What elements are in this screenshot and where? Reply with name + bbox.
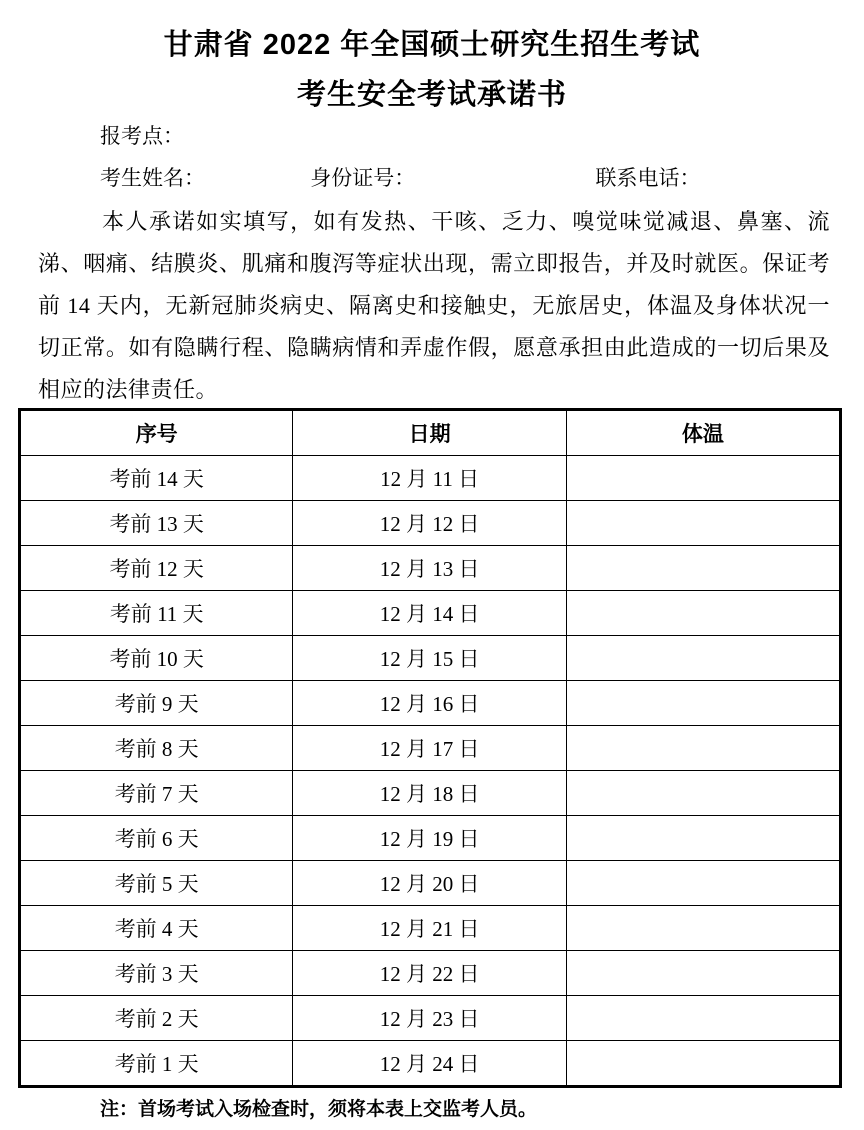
table-row xyxy=(20,501,841,546)
seq-cell: 考前 13 天 xyxy=(20,501,293,546)
table-row xyxy=(20,996,841,1041)
date-cell: 12 月 18 日 xyxy=(293,771,566,816)
table-row xyxy=(20,636,841,681)
id-number-label: 身份证号： xyxy=(310,166,416,190)
seq-cell: 考前 7 天 xyxy=(20,771,293,816)
seq-cell: 考前 3 天 xyxy=(20,951,293,996)
table-row xyxy=(20,681,841,726)
registration-point-label: 报考点： xyxy=(100,124,184,148)
seq-cell: 考前 8 天 xyxy=(20,726,293,771)
document-title-line1: 甘肃省 2022 年全国硕士研究生招生考试 xyxy=(163,29,701,61)
header-seq: 序号 xyxy=(20,410,293,456)
seq-cell: 考前 2 天 xyxy=(20,996,293,1041)
date-cell: 12 月 19 日 xyxy=(293,816,566,861)
table-row xyxy=(20,456,841,501)
table-row xyxy=(20,546,841,591)
temp-cell xyxy=(566,591,840,636)
temp-cell xyxy=(566,1041,840,1087)
date-cell: 12 月 21 日 xyxy=(293,906,566,951)
temp-cell xyxy=(566,771,840,816)
temp-cell xyxy=(566,456,840,501)
seq-cell: 考前 14 天 xyxy=(20,456,293,501)
date-cell: 12 月 15 日 xyxy=(293,636,566,681)
temp-cell xyxy=(566,636,840,681)
date-cell: 12 月 17 日 xyxy=(293,726,566,771)
temp-cell xyxy=(566,726,840,771)
document-title-line2: 考生安全考试承诺书 xyxy=(296,79,567,111)
temp-cell xyxy=(566,996,840,1041)
date-cell: 12 月 14 日 xyxy=(293,591,566,636)
seq-cell: 考前 12 天 xyxy=(20,546,293,591)
date-cell: 12 月 13 日 xyxy=(293,546,566,591)
table-row xyxy=(20,1041,841,1087)
seq-cell: 考前 6 天 xyxy=(20,816,293,861)
date-cell: 12 月 24 日 xyxy=(293,1041,566,1087)
seq-cell: 考前 9 天 xyxy=(20,681,293,726)
table-row xyxy=(20,906,841,951)
date-cell: 12 月 20 日 xyxy=(293,861,566,906)
date-cell: 12 月 16 日 xyxy=(293,681,566,726)
table-row xyxy=(20,951,841,996)
seq-cell: 考前 5 天 xyxy=(20,861,293,906)
contact-phone-label: 联系电话： xyxy=(595,166,701,190)
seq-cell: 考前 10 天 xyxy=(20,636,293,681)
temp-cell xyxy=(566,681,840,726)
table-row xyxy=(20,816,841,861)
table-row xyxy=(20,861,841,906)
date-cell: 12 月 11 日 xyxy=(293,456,566,501)
temp-cell xyxy=(566,951,840,996)
header-temp: 体温 xyxy=(566,410,840,456)
table-row xyxy=(20,726,841,771)
temp-cell xyxy=(566,861,840,906)
table-row xyxy=(20,591,841,636)
footer-note: 注：首场考试入场检查时，须将本表上交监考人员。 xyxy=(100,1099,538,1120)
temperature-record-table xyxy=(18,408,842,1088)
seq-cell: 考前 1 天 xyxy=(20,1041,293,1087)
table-row xyxy=(20,771,841,816)
date-cell: 12 月 12 日 xyxy=(293,501,566,546)
seq-cell: 考前 4 天 xyxy=(20,906,293,951)
registration-point-field xyxy=(100,120,184,150)
candidate-info-fields xyxy=(100,162,834,192)
temp-cell xyxy=(566,546,840,591)
temp-cell xyxy=(566,816,840,861)
date-cell: 12 月 22 日 xyxy=(293,951,566,996)
date-cell: 12 月 23 日 xyxy=(293,996,566,1041)
seq-cell: 考前 11 天 xyxy=(20,591,293,636)
candidate-name-label: 考生姓名： xyxy=(100,166,205,190)
table-header-row xyxy=(20,410,841,456)
pledge-paragraph: 本人承诺如实填写，如有发热、干咳、乏力、嗅觉味觉减退、鼻塞、流涕、咽痛、结膜炎、肌痛和腹泻等症状出现，需立即报告，并及时就医。保证考前 14 天内，无新冠肺炎病史、隔离史和接触史，无旅居史，体温及身体状况一切正常。如有隐瞒行程、隐瞒病情和弄虚作假，愿意承担由此造成的一切后果及相应的法律责任。 xyxy=(38,209,830,402)
temp-cell xyxy=(566,906,840,951)
header-date: 日期 xyxy=(293,410,566,456)
temp-cell xyxy=(566,501,840,546)
